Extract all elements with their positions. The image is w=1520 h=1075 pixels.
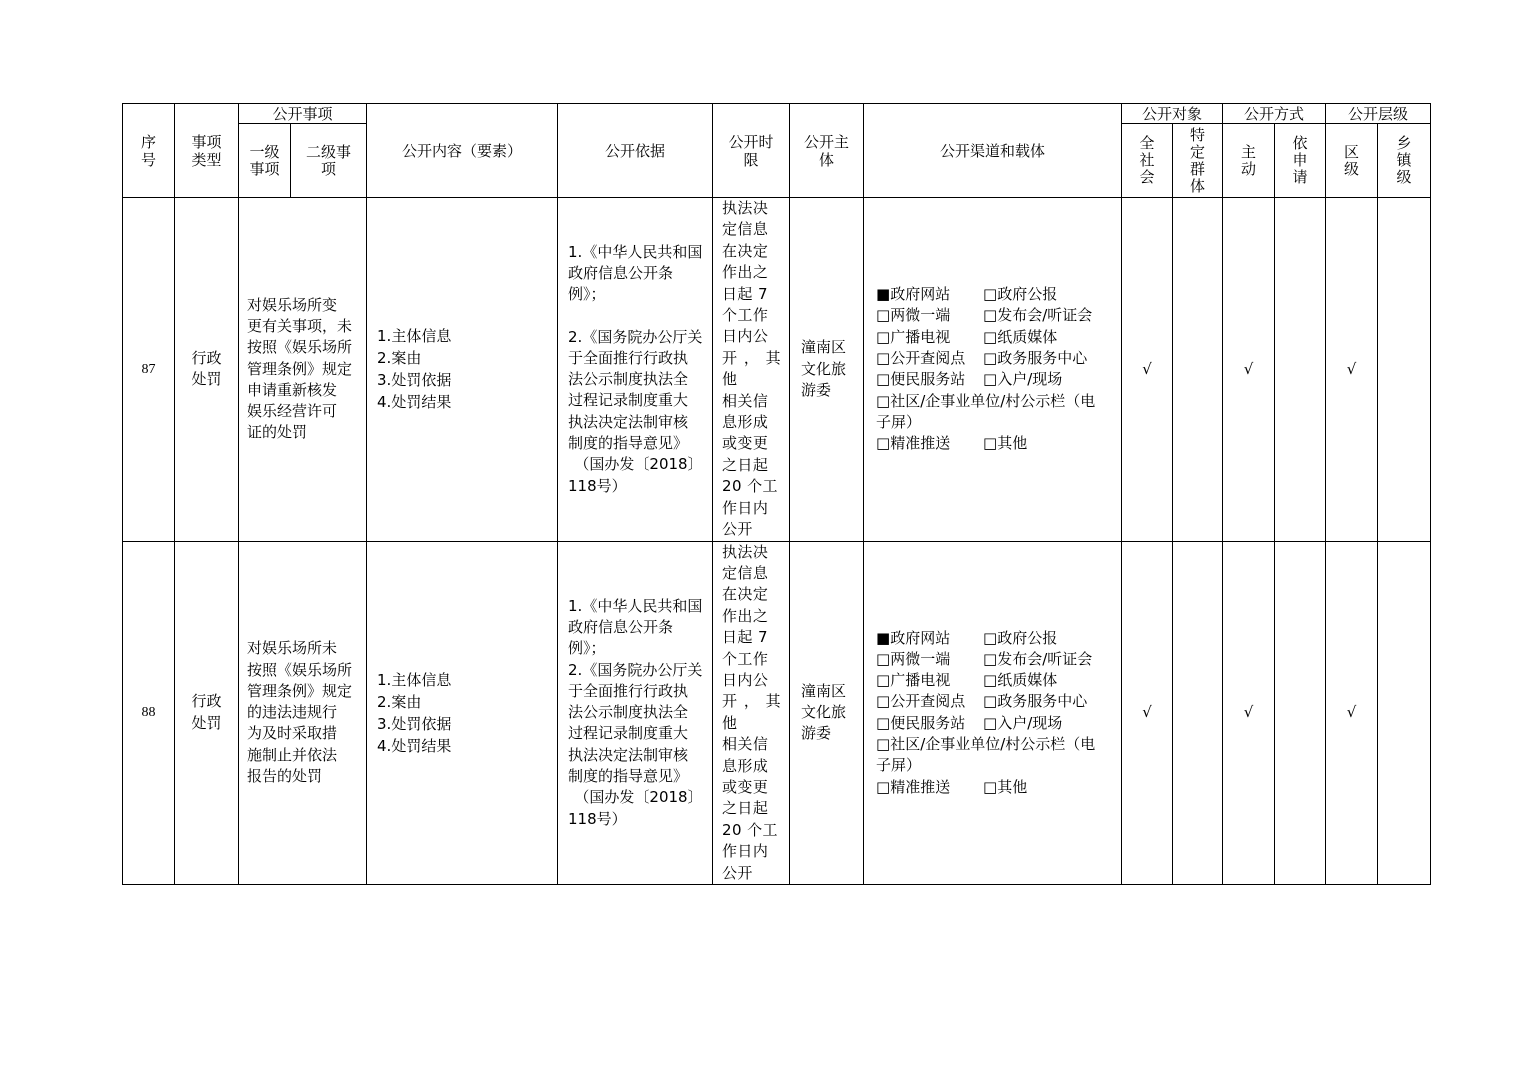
- cell-level-township: [1378, 198, 1431, 542]
- header-target-specific: 特 定 群 体: [1173, 124, 1223, 198]
- header-level-group: 公开层级: [1326, 104, 1431, 124]
- cell-method-request: [1275, 541, 1326, 885]
- disclosure-table: [122, 103, 1431, 885]
- cell-channels: ■政府网站 □政府公报 □两微一端 □发布会/听证会 □广播电视 □纸质媒体 □公开查阅点 □政务服务中心 □便民服务站 □入户/现场 □社区/企事业单位/村公示栏（电 子屏） □精准推送 □其他: [864, 198, 1122, 542]
- cell-method-active: √: [1223, 541, 1275, 885]
- cell-target-all: √: [1122, 541, 1173, 885]
- header-target-all: 全 社 会: [1122, 124, 1173, 198]
- header-level-township: 乡 镇 级: [1378, 124, 1431, 198]
- cell-channels: ■政府网站 □政府公报 □两微一端 □发布会/听证会 □广播电视 □纸质媒体 □公开查阅点 □政务服务中心 □便民服务站 □入户/现场 □社区/企事业单位/村公示栏（电 子屏） □精准推送 □其他: [864, 541, 1122, 885]
- header-target-group: 公开对象: [1122, 104, 1223, 124]
- cell-subject: 潼南区 文化旅 游委: [790, 198, 864, 542]
- cell-basis: 1.《中华人民共和国 政府信息公开条 例》； 2.《国务院办公厅关 于全面推行行政执 法公示制度执法全 过程记录制度重大 执法决定法制审核 制度的指导意见》 （国办发〔2018〕 118号）: [558, 541, 713, 885]
- cell-seq: 88: [123, 541, 175, 885]
- cell-subject: 潼南区 文化旅 游委: [790, 541, 864, 885]
- cell-content: 1.主体信息 2.案由 3.处罚依据 4.处罚结果: [367, 541, 558, 885]
- cell-matter: 对娱乐场所未 按照《娱乐场所 管理条例》规定 的违法违规行 为及时采取措 施制止并依法 报告的处罚: [239, 541, 367, 885]
- cell-level-district: √: [1326, 198, 1378, 542]
- header-channels: 公开渠道和载体: [864, 104, 1122, 198]
- cell-matter: 对娱乐场所变 更有关事项，未 按照《娱乐场所 管理条例》规定 申请重新核发 娱乐经营许可 证的处罚: [239, 198, 367, 542]
- cell-timelimit: 执法决 定信息 在决定 作出之 日起 7 个工作 日内公 开，其他 相关信 息形成 或变更 之日起 20 个工 作日内 公开: [713, 541, 790, 885]
- cell-basis: 1.《中华人民共和国 政府信息公开条 例》； 2.《国务院办公厅关 于全面推行行政执 法公示制度执法全 过程记录制度重大 执法决定法制审核 制度的指导意见》 （国办发〔2018〕 118号）: [558, 198, 713, 542]
- header-content: 公开内容（要素）: [367, 104, 558, 198]
- header-method-request: 依 申 请: [1275, 124, 1326, 198]
- cell-method-active: √: [1223, 198, 1275, 542]
- cell-target-specific: [1173, 541, 1223, 885]
- header-level1: 一级 事项: [239, 124, 291, 198]
- cell-level-district: √: [1326, 541, 1378, 885]
- cell-target-specific: [1173, 198, 1223, 542]
- header-row-group: [123, 104, 1431, 124]
- cell-type: 行政 处罚: [175, 198, 239, 542]
- header-basis: 公开依据: [558, 104, 713, 198]
- header-type: 事项 类型: [175, 104, 239, 198]
- header-seq: 序 号: [123, 104, 175, 198]
- table-row: [123, 198, 1431, 542]
- header-method-active: 主 动: [1223, 124, 1275, 198]
- header-subject: 公开主 体: [790, 104, 864, 198]
- cell-method-request: [1275, 198, 1326, 542]
- cell-content: 1.主体信息 2.案由 3.处罚依据 4.处罚结果: [367, 198, 558, 542]
- cell-level-township: [1378, 541, 1431, 885]
- header-method-group: 公开方式: [1223, 104, 1326, 124]
- table-row: [123, 541, 1431, 885]
- cell-target-all: √: [1122, 198, 1173, 542]
- cell-timelimit: 执法决 定信息 在决定 作出之 日起 7 个工作 日内公 开，其他 相关信 息形成 或变更 之日起 20 个工 作日内 公开: [713, 198, 790, 542]
- header-level-district: 区 级: [1326, 124, 1378, 198]
- header-timelimit: 公开时 限: [713, 104, 790, 198]
- cell-type: 行政 处罚: [175, 541, 239, 885]
- cell-seq: 87: [123, 198, 175, 542]
- header-level2: 二级事 项: [291, 124, 367, 198]
- header-items-group: 公开事项: [239, 104, 367, 124]
